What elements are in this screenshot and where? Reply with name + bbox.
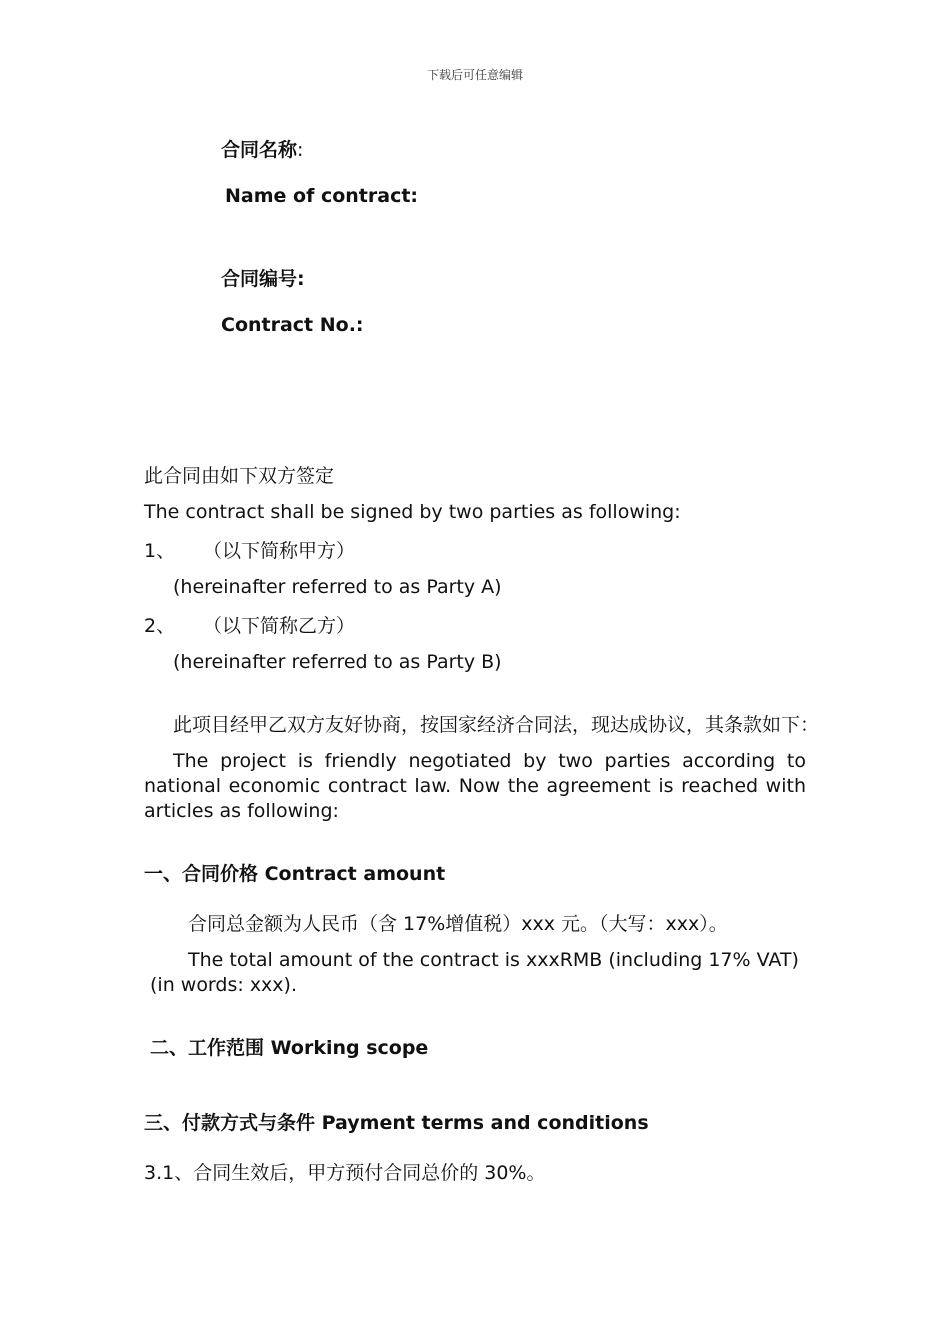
contract-name-cn-label: 合同名称 — [221, 139, 298, 161]
header-note: 下载后可任意编辑 — [426, 68, 523, 82]
section-3-heading: 三、付款方式与条件 Payment terms and conditions — [144, 1112, 649, 1134]
contract-name-cn-colon: : — [297, 139, 304, 161]
contract-name-en-label: Name of contract: — [225, 185, 419, 207]
party-a-cn: （以下简称甲方） — [203, 540, 356, 562]
section-1-heading: 一、合同价格 Contract amount — [144, 863, 446, 885]
section-1-en: The total amount of the contract is xxxRMB (including 17% VAT) (in words: xxx). — [150, 949, 799, 996]
parties-intro-en: The contract shall be signed by two parties as following: — [144, 501, 681, 523]
party-b-en: (hereinafter referred to as Party B) — [173, 651, 502, 673]
party-b-number: 2、 — [144, 615, 176, 637]
party-a-en: (hereinafter referred to as Party A) — [173, 576, 502, 598]
section-3-item-1: 3.1、合同生效后，甲方预付合同总价的 30%。 — [144, 1162, 546, 1184]
preamble-cn: 此项目经甲乙双方友好协商，按国家经济合同法，现达成协议，其条款如下： — [173, 714, 820, 736]
section-2-heading: 二、工作范围 Working scope — [150, 1037, 429, 1059]
section-1-cn: 合同总金额为人民币（含 17%增值税）xxx 元。（大写：xxx）。 — [188, 913, 728, 935]
preamble-en: The project is friendly negotiated by two parties according to national economic contract law. Now the agreement is reached with articles as following: — [144, 750, 806, 822]
party-a-number: 1、 — [144, 540, 176, 562]
contract-number-en-label: Contract No.: — [221, 314, 364, 336]
contract-number-cn-label: 合同编号: — [221, 268, 305, 290]
contract-name-cn-line — [221, 138, 303, 162]
party-b-cn: （以下简称乙方） — [203, 615, 356, 637]
parties-intro-cn: 此合同由如下双方签定 — [144, 465, 335, 487]
